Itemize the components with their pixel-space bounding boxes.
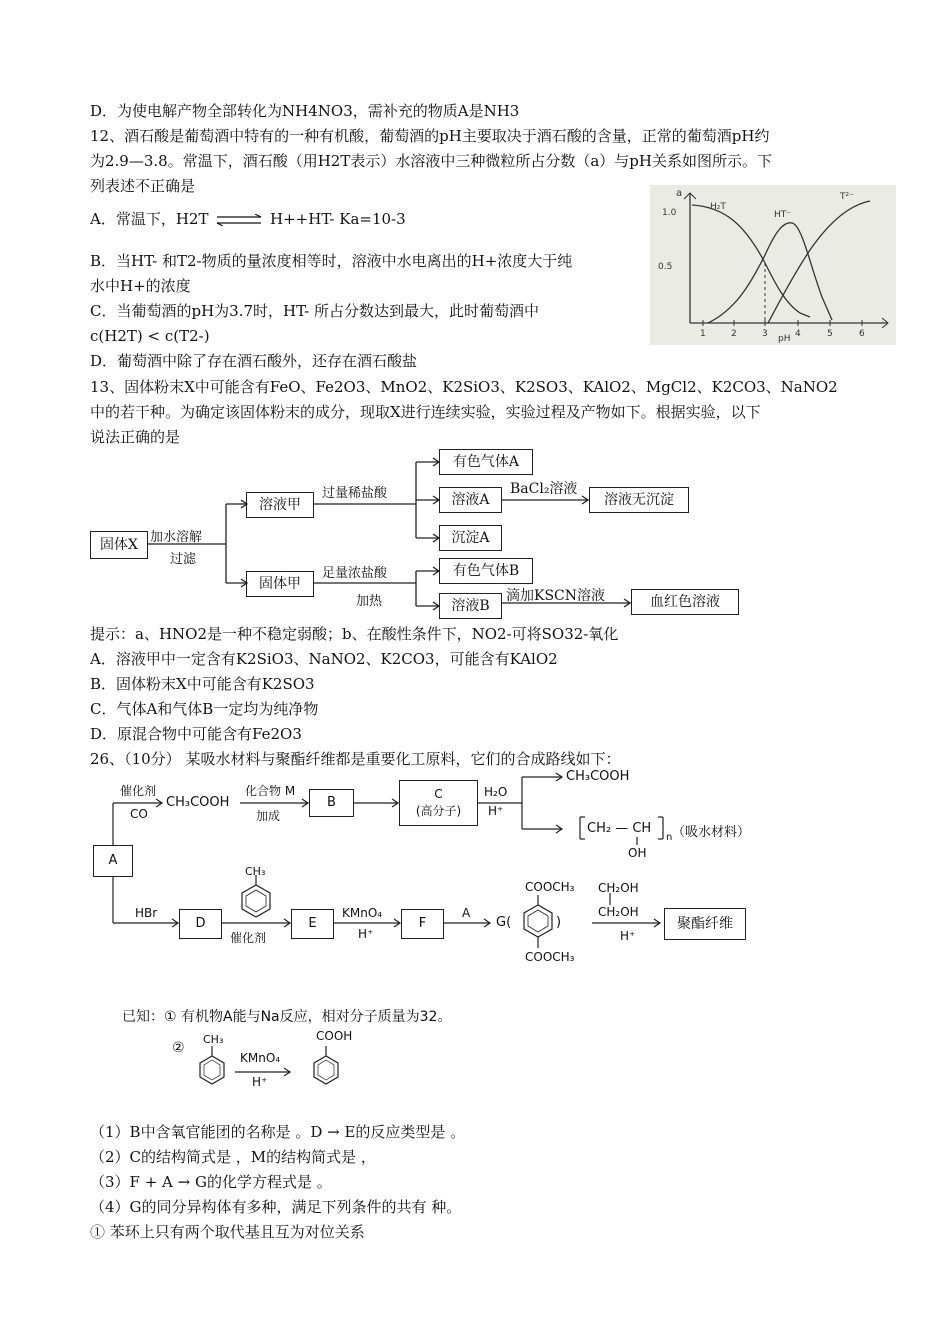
op-kscn: 滴加KSCN溶液 <box>506 588 606 604</box>
op-heat: 加热 <box>356 594 383 609</box>
q26-condition-1: ① 苯环上只有两个取代基且互为对位关系 <box>90 1223 365 1241</box>
q13-option-d: D．原混合物中可能含有Fe2O3 <box>90 725 302 743</box>
q13-option-a: A．溶液甲中一定含有K2SiO3、NaNO2、K2CO3，可能含有KAlO2 <box>90 650 558 668</box>
graph-xlabel: pH <box>778 334 791 344</box>
distribution-graph <box>650 185 896 345</box>
syn-hplus-1: H⁺ <box>488 804 504 818</box>
q26-part-4: （4）G的同分异构体有多种，满足下列条件的共有 种。 <box>90 1198 462 1216</box>
op-dissolve: 加水溶解 <box>150 530 203 545</box>
syn-glycol-bottom: CH₂OH <box>598 905 639 919</box>
syn-catalyst-2: 催化剂 <box>230 931 267 945</box>
q13-stem-2: 中的若干种。为确定该固体粉末的成分，现取X进行连续实验，实验过程及产物如下。根据实验，以下 <box>90 403 761 421</box>
box-red-solution: 血红色溶液 <box>631 589 739 615</box>
syn-g-open: G( <box>496 915 512 930</box>
syn-compound-m: 化合物 M <box>245 784 296 798</box>
op-conc-hcl: 足量浓盐酸 <box>322 566 388 581</box>
distribution-graph-svg <box>650 185 896 345</box>
syn-g-ester-top: COOCH₃ <box>525 880 575 894</box>
syn-kmno4: KMnO₄ <box>342 906 383 920</box>
box-precipitate-a: 沉淀A <box>439 525 502 551</box>
syn-co: CO <box>130 807 148 821</box>
syn-h2o: H₂O <box>484 785 508 799</box>
syn-hbr: HBr <box>135 906 158 920</box>
q13-option-b: B．固体粉末X中可能含有K2SO3 <box>90 675 315 693</box>
syn-hplus-3: H⁺ <box>620 929 636 943</box>
known-1: 已知：① 有机物A能与Na反应，相对分子质量为32。 <box>122 1009 452 1025</box>
box-solution-a: 溶液A <box>439 487 502 513</box>
known-2-num: ② <box>172 1040 185 1056</box>
q12-option-c-2: c(H2T) < c(T2-) <box>90 327 210 345</box>
graph-y-1: 1.0 <box>662 208 677 218</box>
equilibrium-arrow-icon <box>215 214 263 226</box>
box-solid-x: 固体X <box>90 531 148 559</box>
graph-xtick-2: 2 <box>731 329 737 339</box>
box-solution-jia: 溶液甲 <box>246 492 314 518</box>
line-option-d-q11: D．为使电解产物全部转化为NH4NO3，需补充的物质A是NH3 <box>90 102 520 120</box>
syn-box-a: A <box>93 845 133 877</box>
graph-t-label: T²⁻ <box>840 192 854 202</box>
syn-c-polymer: (高分子) <box>415 804 462 818</box>
q12-option-b-2: 水中H+的浓度 <box>90 277 191 295</box>
graph-xtick-6: 6 <box>859 329 865 339</box>
graph-y-05: 0.5 <box>658 262 673 272</box>
q26-stem: 26、（10分） 某吸水材料与聚酯纤维都是重要化工原料，它们的合成路线如下： <box>90 750 621 768</box>
graph-xtick-5: 5 <box>827 329 833 339</box>
known-hplus: H⁺ <box>252 1075 268 1089</box>
syn-absorbent-note: （吸水材料） <box>672 825 751 840</box>
q12-stem-2: 为2.9—3.8。常温下，酒石酸（用H2T表示）水溶液中三种微粒所占分数（a）与pH关系如图所示。下 <box>90 152 772 170</box>
graph-xtick-4: 4 <box>795 329 801 339</box>
known-toluene-ch3: CH₃ <box>203 1033 224 1046</box>
q26-part-2: （2）C的结构简式是 ，M的结构简式是 ， <box>90 1148 376 1166</box>
q12-option-c-1: C．当葡萄酒的pH为3.7时，HT- 所占分数达到最大，此时葡萄酒中 <box>90 302 540 320</box>
graph-ylabel: a <box>676 188 683 199</box>
q12-option-a <box>90 208 406 230</box>
op-bacl2: BaCl₂溶液 <box>510 481 578 497</box>
q13-hint: 提示：a、HNO2是一种不稳定弱酸；b、在酸性条件下，NO2-可将SO32-氧化 <box>90 625 619 643</box>
graph-ht-label: HT⁻ <box>774 210 792 220</box>
q13-stem-1: 13、固体粉末X中可能含有FeO、Fe2O3、MnO2、K2SiO3、K2SO3、KAlO2、MgCl2、K2CO3、NaNO2 <box>90 378 838 396</box>
syn-acetic-acid-product: CH₃COOH <box>566 769 630 784</box>
syn-g-close: ) <box>556 915 562 930</box>
q12-option-d: D．葡萄酒中除了存在酒石酸外，还存在酒石酸盐 <box>90 352 418 370</box>
syn-reagent-a: A <box>462 906 471 920</box>
q26-part-3: （3）F + A → G的化学方程式是 。 <box>90 1173 332 1191</box>
known-cooh: COOH <box>316 1029 353 1043</box>
syn-box-e: E <box>291 909 334 939</box>
syn-box-c <box>399 780 478 826</box>
box-solid-jia: 固体甲 <box>246 571 314 597</box>
syn-acetic-acid: CH₃COOH <box>166 795 230 810</box>
q12-stem-3: 列表述不正确是 <box>90 177 196 195</box>
syn-box-fiber: 聚酯纤维 <box>664 908 746 940</box>
syn-pva-chain: CH₂ — CH <box>587 821 652 836</box>
syn-addition: 加成 <box>256 809 281 823</box>
q12-option-a-right: H++HT- Ka=10-3 <box>270 210 406 228</box>
box-gas-a: 有色气体A <box>439 449 533 475</box>
q12-option-a-left: A．常温下，H2T <box>90 210 209 228</box>
syn-pva-oh: OH <box>628 846 647 860</box>
op-filter: 过滤 <box>170 552 197 567</box>
box-no-precipitate: 溶液无沉淀 <box>589 487 689 513</box>
syn-box-d: D <box>179 909 222 939</box>
syn-hplus-2: H⁺ <box>358 927 374 941</box>
box-gas-b: 有色气体B <box>439 558 533 584</box>
syn-box-b: B <box>309 789 354 817</box>
q12-stem-1: 12、酒石酸是葡萄酒中特有的一种有机酸，葡萄酒的pH主要取决于酒石酸的含量，正常的葡萄酒pH约 <box>90 127 770 145</box>
q12-option-b-1: B．当HT- 和T2-物质的量浓度相等时，溶液中水电离出的H+浓度大于纯 <box>90 252 573 270</box>
q26-part-1: （1）B中含氧官能团的名称是 。D → E的反应类型是 。 <box>90 1123 466 1141</box>
known-kmno4: KMnO₄ <box>240 1051 281 1065</box>
syn-g-ester-bottom: COOCH₃ <box>525 950 575 964</box>
graph-xtick-3: 3 <box>762 329 768 339</box>
syn-c-label: C <box>434 787 443 801</box>
syn-glycol-top: CH₂OH <box>598 881 639 895</box>
syn-pva-n: n <box>666 832 673 843</box>
syn-box-f: F <box>401 909 444 939</box>
syn-catalyst-1: 催化剂 <box>120 784 157 798</box>
box-solution-b: 溶液B <box>439 593 502 619</box>
q13-option-c: C．气体A和气体B一定均为纯净物 <box>90 700 319 718</box>
syn-toluene-ch3: CH₃ <box>245 865 266 878</box>
graph-h2t-label: H₂T <box>710 202 726 212</box>
op-dilute-hcl: 过量稀盐酸 <box>322 486 388 501</box>
q13-stem-3: 说法正确的是 <box>90 428 181 446</box>
graph-xtick-1: 1 <box>700 329 706 339</box>
